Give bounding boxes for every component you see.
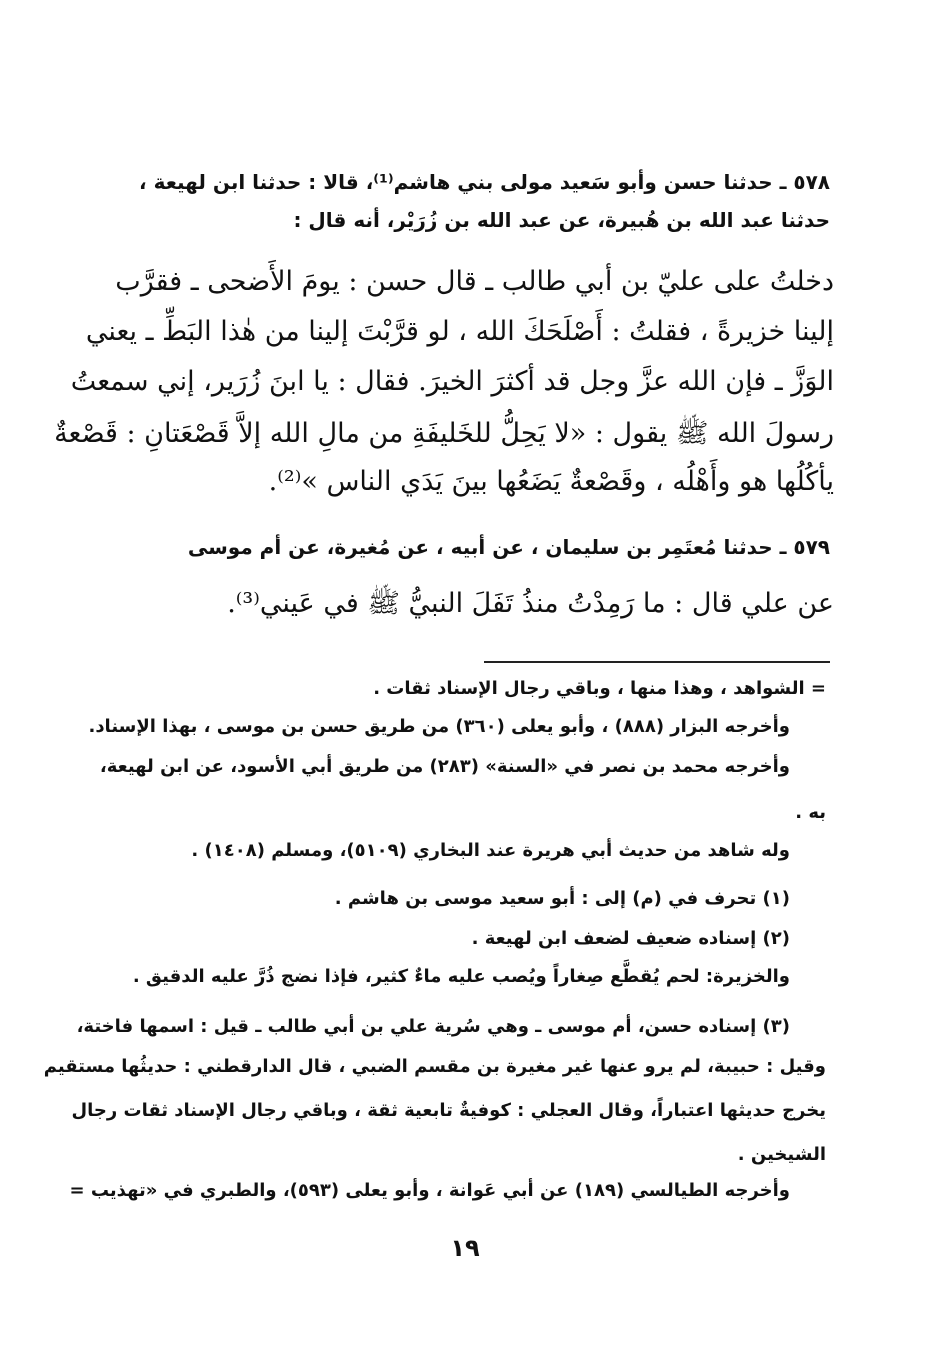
footnote-line-8: والخزيرة: لحم يُقطَّع صِغاراً ويُصب عليه ماءٌ كثير، فإذا نضج ذُرَّ عليه الدقيق . [132, 966, 790, 987]
footnote-line-6: (١) تحرف في (م) إلى : أبو سعيد موسى بن هاشم . [334, 888, 790, 909]
footnote-line-10: وقيل : حبيبة، لم يرو عنها غير مغيرة بن مقسم الضبي ، قال الدارقطني : حديثُها مستقيم [43, 1056, 826, 1077]
footnote-line-9: (٣) إسناده حسن، أم موسى ـ وهي سُرية علي بن أبي طالب ـ قيل : اسمها فاختة، [76, 1016, 790, 1037]
footnote-line-5: وله شاهد من حديث أبي هريرة عند البخاري (٥١٠٩)، ومسلم (١٤٠٨) . [191, 840, 790, 861]
hadith-579-text-line: عن علي قال : ما رَمِدْتُ منذُ تَفَلَ النبيُّ ﷺ في عَيني⁽³⁾. [227, 588, 834, 619]
footnote-line-2: وأخرجه البزار (٨٨٨) ، وأبو يعلى (٣٦٠) من طريق حسن بن موسى ، بهذا الإسناد. [88, 716, 790, 737]
hadith-578-text-line-1: دخلتُ على عليّ بن أبي طالب ـ قال حسن : يومَ الأَضحى ـ فقرَّب [115, 266, 834, 297]
footnote-line-13: وأخرجه الطيالسي (١٨٩) عن أبي عَوانة ، وأبو يعلى (٥٩٣)، والطبري في «تهذيب = [69, 1180, 790, 1201]
footnote-line-12: الشيخين . [737, 1144, 826, 1165]
hadith-578-text-line-3: الوَزَّ ـ فإن الله عزَّ وجل قد أكثرَ الخيرَ. فقال : يا ابنَ زُرَير، إني سمعتُ [70, 366, 834, 397]
hadith-578-header-line-1: ٥٧٨ ـ حدثنا حسن وأبو سَعيد مولى بني هاشم⁽¹⁾، قالا : حدثنا ابن لهيعة ، [139, 170, 830, 194]
hadith-578-text-line-4: رسولَ الله ﷺ يقول : «لا يَحِلُّ للخَليفَةِ من مالِ الله إلاَّ قَصْعَتانِ : قَصْعةٌ [54, 418, 834, 449]
hadith-579-header-line: ٥٧٩ ـ حدثنا مُعتَمِر بن سليمان ، عن أبيه ، عن مُغيرة، عن أم موسى [187, 535, 830, 559]
footnote-line-3: وأخرجه محمد بن نصر في «السنة» (٢٨٣) من طريق أبي الأسود، عن ابن لهيعة، [99, 756, 790, 777]
footnote-separator [484, 661, 830, 663]
footnote-line-1: = الشواهد ، وهذا منها ، وباقي رجال الإسناد ثقات . [373, 678, 826, 699]
footnote-line-7: (٢) إسناده ضعيف لضعف ابن لهيعة . [471, 928, 790, 949]
hadith-578-header-line-2: حدثنا عبد الله بن هُبيرة، عن عبد الله بن زُرَيْر، أنه قال : [293, 208, 830, 232]
hadith-578-text-line-5: يأكُلُها هو وأَهْلُه ، وقَصْعةٌ يَضَعُها بينَ يَدَي الناس »⁽²⁾. [268, 466, 834, 497]
footnote-line-11: يخرج حديثها اعتباراً، وقال العجلي : كوفيةٌ تابعية ثقة ، وباقي رجال الإسناد ثقات رجال [71, 1100, 826, 1121]
footnote-line-4: به . [795, 802, 826, 823]
page-number: ١٩ [450, 1234, 480, 1262]
hadith-578-text-line-2: إلينا خزيرةً ، فقلتُ : أَصْلَحَكَ الله ، لو قرَّبْتَ إلينا من هٰذا البَطِّ ـ يعني [85, 316, 834, 347]
